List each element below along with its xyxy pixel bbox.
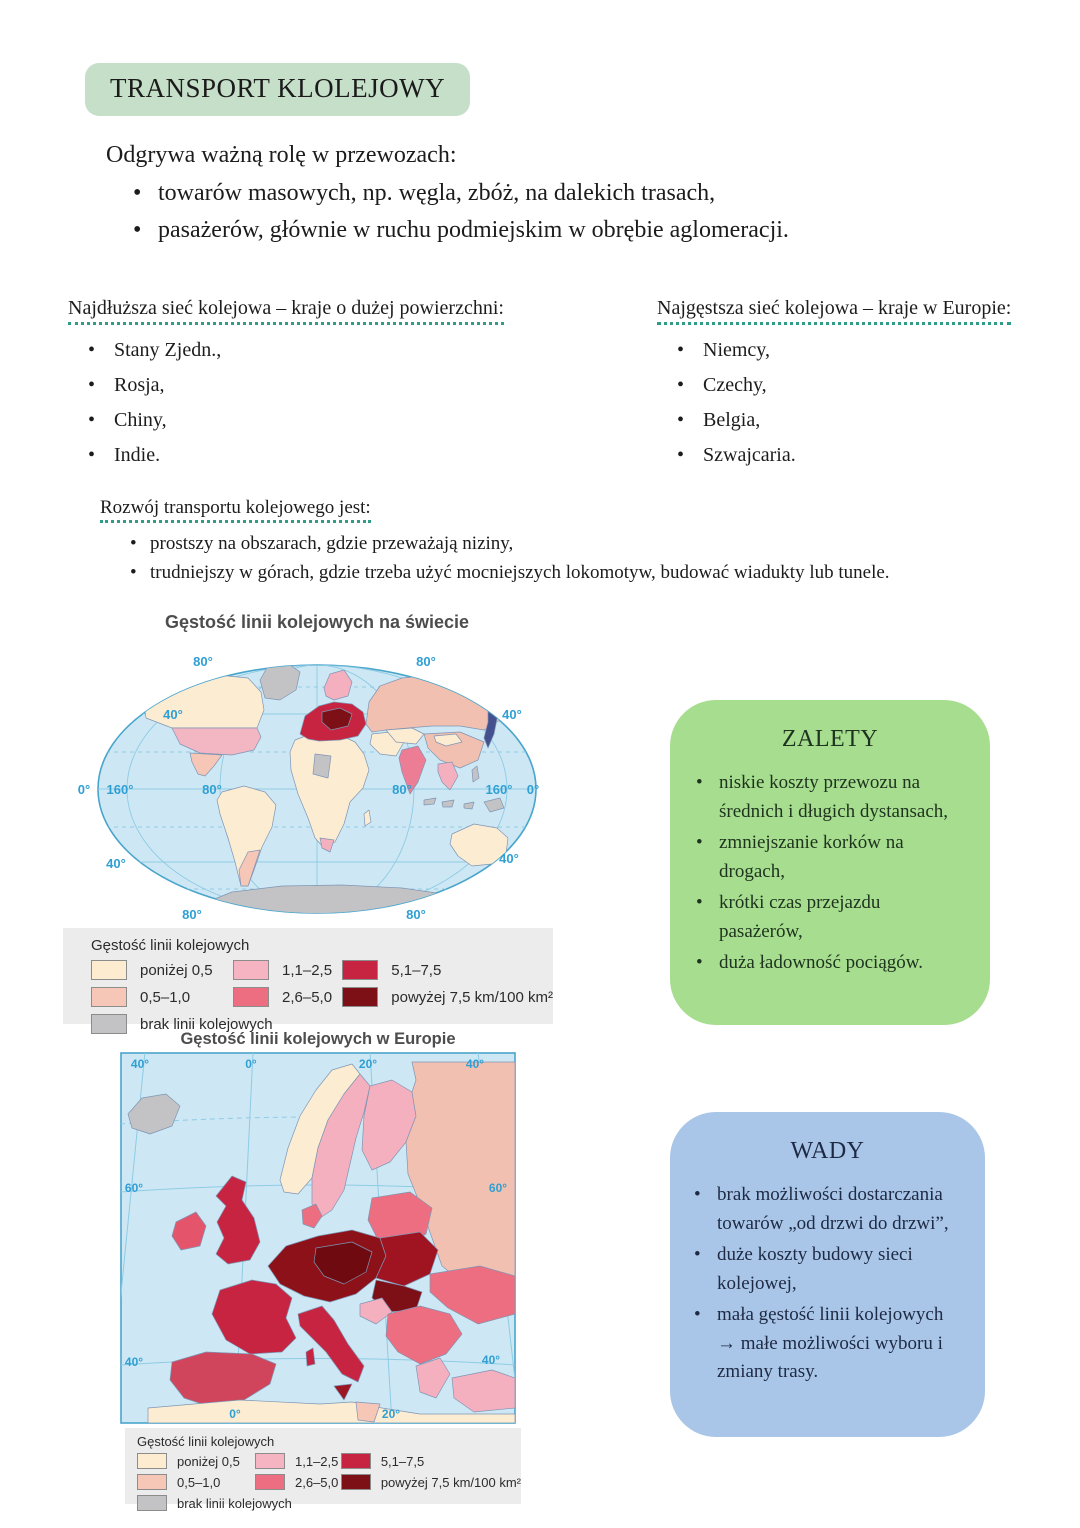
legend-swatch [233, 960, 269, 980]
svg-text:20°: 20° [358, 1057, 378, 1071]
list-item: • pasażerów, głównie w ruchu podmiejskim w obrębie aglomeracji. [131, 217, 971, 244]
list-item: • duża ładowność pociągów. [694, 949, 966, 978]
disadvantages-title: WADY [790, 1138, 865, 1164]
advantages-list [694, 769, 966, 978]
svg-text:40°: 40° [124, 1355, 144, 1369]
svg-text:40°: 40° [499, 851, 519, 866]
svg-text:20°: 20° [381, 1407, 401, 1421]
list-item: • Indie. [86, 444, 608, 467]
list-item: • Niemcy, [675, 339, 1057, 362]
svg-text:0°: 0° [526, 782, 540, 797]
list-item: • Chiny, [86, 409, 608, 432]
legend-swatch [233, 987, 269, 1007]
svg-text:80°: 80° [392, 782, 412, 797]
world-map [72, 642, 562, 927]
list-item: • niskie koszty przewozu na średnich i długich dystansach, [694, 769, 966, 826]
africa-gray-country [313, 754, 331, 778]
svg-text:40°: 40° [163, 707, 183, 722]
legend-item: powyżej 7,5 km/100 km² [341, 1474, 521, 1490]
russia [366, 675, 504, 732]
longest-network-list [86, 339, 608, 467]
list-item: • Szwajcaria. [675, 444, 1057, 467]
legend-item: 1,1–2,5 [233, 960, 342, 980]
svg-text:60°: 60° [488, 1181, 508, 1195]
intro-lead: Odgrywa ważną rolę w przewozach: [106, 142, 457, 168]
legend-swatch [255, 1453, 285, 1469]
densest-network-list [675, 339, 1057, 467]
list-item: • Stany Zjedn., [86, 339, 608, 362]
europe-map-title: Gęstość linii kolejowych w Europie [180, 1030, 456, 1048]
svg-text:60°: 60° [124, 1181, 144, 1195]
list-item: • Rosja, [86, 374, 608, 397]
svg-text:0°: 0° [229, 1407, 241, 1421]
advantages-box [670, 700, 990, 1025]
advantages-title: ZALETY [781, 726, 879, 752]
legend-item: 0,5–1,0 [91, 987, 233, 1007]
development-heading: Rozwój transportu kolejowego jest: [100, 497, 371, 523]
legend-swatch [342, 987, 378, 1007]
longest-network-heading: Najdłuższa sieć kolejowa – kraje o dużej powierzchni: [68, 297, 504, 325]
legend-item: brak linii kolejowych [137, 1495, 255, 1511]
legend-title: Gęstość linii kolejowych [137, 1434, 275, 1449]
list-item: • towarów masowych, np. węgla, zbóż, na dalekich trasach, [131, 180, 971, 207]
disadvantages-list [692, 1181, 963, 1387]
legend-item: poniżej 0,5 [91, 960, 233, 980]
legend-title: Gęstość linii kolejowych [91, 937, 250, 954]
list-item: • duże koszty budowy sieci kolejowej, [692, 1241, 963, 1298]
development-list [128, 533, 1040, 584]
world-map-title: Gęstość linii kolejowych na świecie [164, 612, 470, 632]
svg-text:0°: 0° [77, 782, 91, 797]
legend-item: 5,1–7,5 [342, 960, 553, 980]
europe-map-legend [125, 1428, 521, 1511]
svg-text:80°: 80° [193, 654, 213, 669]
list-item: • krótki czas przejazdu pasażerów, [694, 889, 966, 946]
legend-swatch [342, 960, 378, 980]
list-item: • Czechy, [675, 374, 1057, 397]
densest-network-heading: Najgęstsza sieć kolejowa – kraje w Europie: [657, 297, 1011, 325]
legend-item: 2,6–5,0 [255, 1474, 341, 1490]
legend-item: powyżej 7,5 km/100 km² [342, 987, 553, 1007]
list-item: • Belgia, [675, 409, 1057, 432]
svg-text:0°: 0° [245, 1057, 257, 1071]
svg-text:80°: 80° [182, 907, 202, 922]
svg-text:40°: 40° [502, 707, 522, 722]
svg-text:40°: 40° [106, 856, 126, 871]
svg-text:80°: 80° [406, 907, 426, 922]
legend-swatch [91, 987, 127, 1007]
legend-item: poniżej 0,5 [137, 1453, 255, 1469]
list-item: • trudniejszy w górach, gdzie trzeba użyć mocniejszych lokomotyw, budować wiadukty lub tunele. [128, 562, 1040, 584]
svg-text:160°: 160° [485, 782, 513, 797]
densest-network-section [657, 297, 1057, 479]
legend-item: 5,1–7,5 [341, 1453, 521, 1469]
legend-swatch [137, 1453, 167, 1469]
page-title: TRANSPORT KLOLEJOWY [85, 63, 470, 116]
legend-swatch [91, 960, 127, 980]
list-item: • prostszy na obszarach, gdzie przeważają niziny, [128, 533, 1040, 555]
disadvantages-box [670, 1112, 985, 1437]
list-item: • mała gęstość linii kolejowych → małe możliwości wyboru i zmiany trasy. [692, 1301, 963, 1387]
development-section [100, 497, 1040, 591]
svg-text:40°: 40° [481, 1353, 501, 1367]
legend-item: brak linii kolejowych [91, 1014, 233, 1034]
svg-text:80°: 80° [416, 654, 436, 669]
intro-list [131, 180, 971, 254]
legend-swatch [341, 1453, 371, 1469]
legend-item: 1,1–2,5 [255, 1453, 341, 1469]
europe-map [120, 1052, 516, 1424]
list-item: • brak możliwości dostarczania towarów „od drzwi do drzwi”, [692, 1181, 963, 1238]
canada [144, 675, 264, 728]
legend-swatch [137, 1474, 167, 1490]
svg-text:40°: 40° [465, 1057, 485, 1071]
legend-swatch [255, 1474, 285, 1490]
svg-text:40°: 40° [130, 1057, 150, 1071]
legend-item: 0,5–1,0 [137, 1474, 255, 1490]
longest-network-section [68, 297, 608, 479]
legend-swatch [137, 1495, 167, 1511]
legend-item: 2,6–5,0 [233, 987, 342, 1007]
svg-text:160°: 160° [106, 782, 134, 797]
list-item: • zmniejszanie korków na drogach, [694, 829, 966, 886]
svg-text:80°: 80° [202, 782, 222, 797]
legend-swatch [341, 1474, 371, 1490]
world-map-legend [63, 928, 553, 1033]
